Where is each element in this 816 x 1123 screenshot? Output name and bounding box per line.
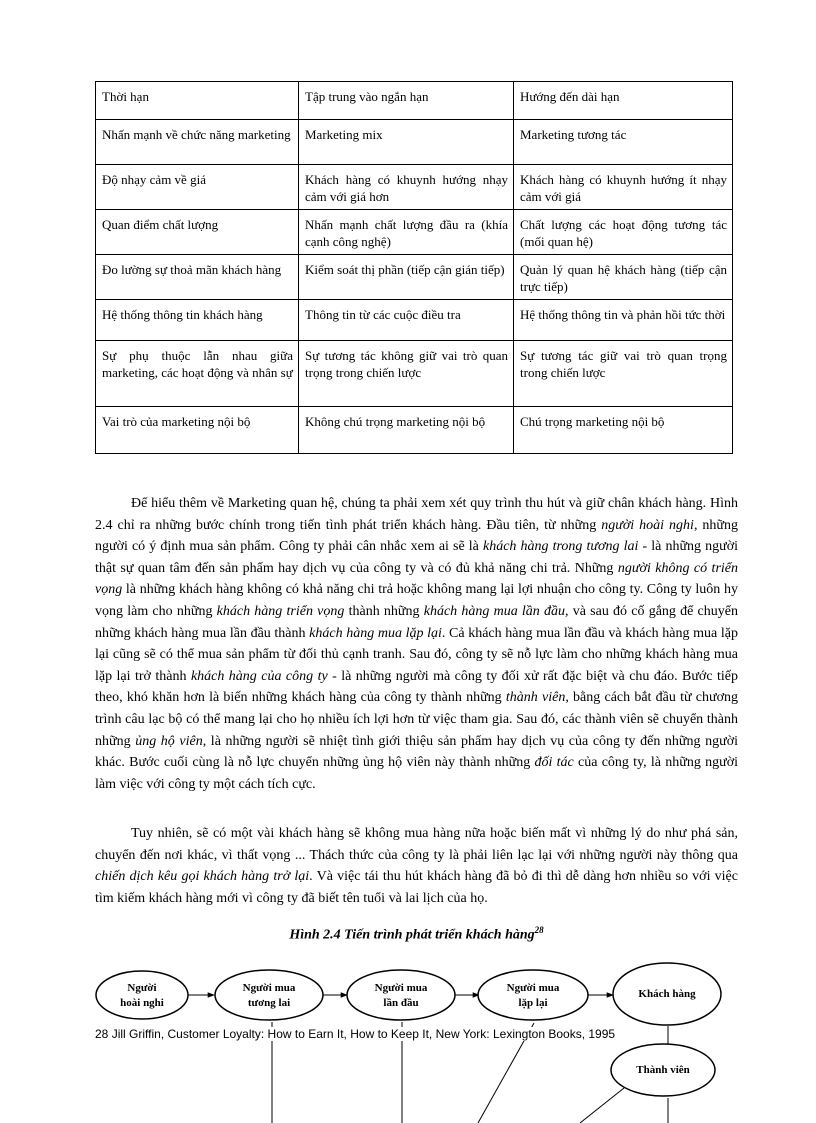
emphasis-term: thành viên: [505, 690, 566, 706]
node-label: Người mua: [374, 982, 428, 994]
table-cell: Đo lường sự thoả mãn khách hàng: [96, 255, 299, 300]
table-cell: Hệ thống thông tin khách hàng: [96, 300, 299, 341]
text-run: là những khách hàng không có khả năng chi trả hoặc không mang lại lợi nhuận cho công ty. Công ty luôn hy vọng làm cho những: [95, 582, 738, 619]
text-run: . Cả khách hàng mua lần đầu và khách hàng mua lặp lại cũng sẽ có thể mua sản phẩm từ đối thủ cạnh tranh. Sau đó, công ty sẽ nỗ lực làm cho những khách hàng mua lặp lại trở thành: [95, 625, 738, 684]
emphasis-term: khách hàng của công ty: [190, 668, 328, 684]
figure-title-text: Hình 2.4 Tiến trình phát triển khách hàng: [289, 927, 535, 943]
emphasis-term: chiến dịch kêu gọi khách hàng trở lại: [95, 869, 310, 885]
text-run: . Và việc tái thu hút khách hàng đã bỏ đi thì dễ dàng hơn nhiều so với việc tìm kiếm khách hàng mới vì công ty đã biết tên tuổi và lai lịch của họ.: [95, 869, 738, 906]
text-run: thành những: [344, 603, 424, 619]
footnote-text: Jill Griffin, Customer Loyalty: How to Earn It, How to Keep It, New York: Lexington Books, 1995: [111, 1027, 616, 1041]
emphasis-term: ủng hộ viên: [135, 733, 203, 749]
table-cell: Kiểm soát thị phần (tiếp cận gián tiếp): [299, 255, 514, 300]
table-cell: Sự phụ thuộc lẫn nhau giữa marketing, các hoạt động và nhân sự: [96, 341, 299, 407]
connector-n6-down: [580, 1088, 624, 1123]
table-cell: Marketing mix: [299, 120, 514, 165]
table-cell: Vai trò của marketing nội bộ: [96, 407, 299, 454]
table-cell: Quản lý quan hệ khách hàng (tiếp cận trực tiếp): [514, 255, 733, 300]
table-cell: Sự tương tác không giữ vai trò quan trọng trong chiến lược: [299, 341, 514, 407]
node-label: Người mua: [506, 982, 560, 994]
footnote-number: 28: [95, 1027, 109, 1041]
text-run: , những người có ý định mua sản phẩm. Công ty phải cân nhắc xem ai sẽ là: [95, 517, 739, 555]
text-run: của công ty, là những người làm việc với công ty một cách tích cực.: [95, 755, 739, 792]
node-label: Người mua: [242, 982, 296, 994]
node-label: lặp lại: [518, 997, 548, 1009]
text-run: - là những người mà công ty đối xử rất đặc biệt và chu đáo. Bước tiếp theo, khó khăn hơn là biến những khách hàng của công ty thành những: [95, 668, 738, 706]
table-cell: Chất lượng các hoạt động tương tác (mối quan hệ): [514, 210, 733, 255]
footnote: [95, 1027, 617, 1041]
text-run: Tuy nhiên, sẽ có một vài khách hàng sẽ không mua hàng nữa hoặc biến mất vì những lý do như phá sản, chuyển đến nơi khác, vì thất vọng ... Thách thức của công ty là phải liên lạc lại với những người này thông qua: [95, 826, 738, 863]
table-cell: Quan điểm chất lượng: [96, 210, 299, 255]
node-label: lần đầu: [383, 997, 419, 1009]
node-nguoi-mua-lan-dau: [347, 970, 455, 1020]
node-nguoi-mua-lap-lai: [478, 970, 588, 1020]
table-cell: Khách hàng có khuynh hướng ít nhạy cảm với giá: [514, 165, 733, 210]
emphasis-term: khách hàng mua lặp lại: [309, 625, 442, 641]
emphasis-term: khách hàng mua lần đầu: [423, 603, 566, 619]
emphasis-term: người hoài nghi: [601, 517, 694, 533]
table-cell: Nhấn mạnh về chức năng marketing: [96, 120, 299, 165]
text-run: , và sau đó cố gắng để chuyển những khách hàng mua lần đầu thành: [95, 603, 738, 641]
node-label: tương lai: [247, 997, 291, 1009]
text-run: , là những người sẽ nhiệt tình giới thiệu sản phẩm hay dịch vụ của công ty đến những người khác. Bước cuối cùng là nỗ lực chuyển những ủng hộ viên này thành những: [95, 733, 738, 771]
figure-title-footnote-ref: 28: [534, 925, 544, 935]
node-label: Khách hàng: [638, 988, 696, 1000]
table-cell: Thông tin từ các cuộc điều tra: [299, 300, 514, 341]
emphasis-term: đối tác: [534, 755, 574, 771]
node-nguoi-hoai-nghi: [96, 971, 188, 1019]
text-run: , bằng cách bắt đầu từ chương trình câu lạc bộ có thể mang lại cho họ nhiều ích lợi hơn từ việc tham gia. Sau đó, các thành viên sẽ chuyển thành những: [95, 690, 738, 749]
text-run: - là những người thật sự quan tâm đến sản phẩm hay dịch vụ của công ty và có đủ khả năng chi trả. Những: [95, 539, 739, 576]
table-cell: Sự tương tác giữ vai trò quan trọng trong chiến lược: [514, 341, 733, 407]
node-label: Người: [127, 982, 157, 994]
table-cell: Chú trọng marketing nội bộ: [514, 407, 733, 454]
node-thanh-vien: [611, 1044, 715, 1096]
table-cell: Nhấn mạnh chất lượng đầu ra (khía cạnh công nghệ): [299, 210, 514, 255]
table-header-cell: Hướng đến dài hạn: [514, 82, 733, 120]
emphasis-term: người không có triển vọng: [95, 560, 738, 598]
node-label: hoài nghi: [120, 997, 164, 1009]
text-run: Để hiểu thêm về Marketing quan hệ, chúng ta phải xem xét quy trình thu hút và giữ chân khách hàng. Hình 2.4 chỉ ra những bước chính trong tiến tình phát triển khách hàng. Đầu tiên, từ những: [95, 496, 738, 533]
table-header-cell: Thời hạn: [96, 82, 299, 120]
node-khach-hang: [613, 963, 721, 1025]
table-cell: Độ nhạy cảm về giá: [96, 165, 299, 210]
table-cell: Marketing tương tác: [514, 120, 733, 165]
node-nguoi-mua-tuong-lai: [215, 970, 323, 1020]
node-label: Thành viên: [636, 1064, 690, 1076]
emphasis-term: khách hàng triển vọng: [216, 603, 345, 619]
emphasis-term: khách hàng trong tương lai: [483, 539, 639, 555]
table-cell: Không chú trọng marketing nội bộ: [299, 407, 514, 454]
table-cell: Hệ thống thông tin và phản hồi tức thời: [514, 300, 733, 341]
table-header-cell: Tập trung vào ngắn hạn: [299, 82, 514, 120]
table-cell: Khách hàng có khuynh hướng nhạy cảm với giá hơn: [299, 165, 514, 210]
